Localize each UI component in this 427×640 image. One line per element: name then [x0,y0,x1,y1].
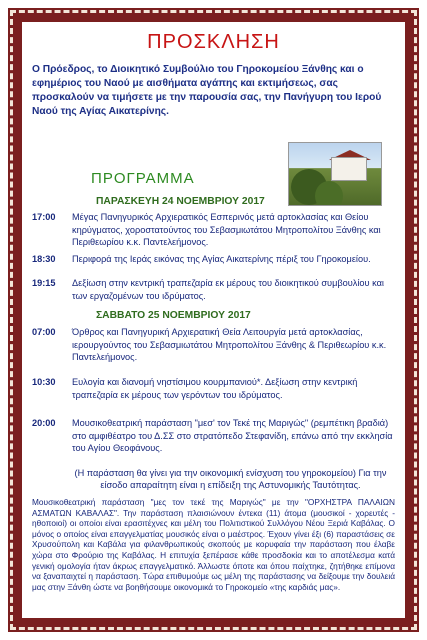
program-title: ΠΡΟΓΡΑΜΜΑ [91,170,195,187]
program-time: 20:00 [32,418,56,428]
program-text: Περιφορά της Ιεράς εικόνας της Αγίας Αικατερίνης πέριξ του Γηροκομείου. [72,254,371,264]
program-text: Ευλογία και διανομή νηστίσιμου κουρμπανιού*. Δεξίωση στην κεντρική τραπεζαρία εκ μέρους των γερόντων του ιδρύματος. [72,377,358,400]
program-time: 17:00 [32,212,56,222]
footer-description: Μουσικοθεατρική παράσταση "μες τον τεκέ της Μαριγώς" με την "ΟΡΧΗΣΤΡΑ ΠΑΛΑΙΩΝ ΑΣΜΑΤΩΝ ΚΑΒΑΛΑΣ". Την παράσταση πλαισιώνουν έντεκα (11) άτομα (μουσικοί - χορευτές - ηθοποιοί) οι οποίοι είναι ερασιτέχνες και μέλη του Πολιτιστικού Συλλόγου Νέου Ξεριά Καβάλας. Ο μόνος ο οποίος είναι επαγγελματίας μουσικός είναι ο μαέστρος. Έχουν γίνει έξι (6) παραστάσεις σε Χρυσούπολη και Καβάλα για φιλανθρωπικούς σκοπούς με κορυφαία την παράσταση που έλαβε χώρα στο Φρούριο της Καβάλας. Η επιτυχία ξεπέρασε κάθε προσδοκία και το αποτέλεσμα κατά γενική ομολογία ήταν άκρως επαγγελματικό. Άλλωστε όποτε και όπου παίχτηκε, ζητήθηκε επίμονα να ξαναπαιχτεί η παράσταση. Τώρα επιθυμούμε ως μέλη της παράστασης να δείξουμε την δουλειά μας στην Ξάνθη ώστε να βοηθήσουμε οικονομικά το Γηροκομείο «της καρδιάς μας». [32,497,395,592]
program-text: Δεξίωση στην κεντρική τραπεζαρία εκ μέρους του διοικητικού συμβουλίου και των εργαζομένων του ιδρύματος. [72,278,384,301]
invitation-intro: Ο Πρόεδρος, το Διοικητικό Συμβούλιο του Γηροκομείου Ξάνθης και ο εφημέριος του Ναού με αισθήματα αγάπης και εκτιμήσεως, σας προσκαλούν να τιμήσετε με την παρουσία σας, την Πανήγυρη του Ιερού Ναού της Αγίας Αικατερίνης. [32,64,382,117]
program-time: 07:00 [32,327,56,337]
program-text: Όρθρος και Πανηγυρική Αρχιερατική Θεία Λειτουργία μετά αρτοκλασίας, ιερουργούντος του Σεβασμιωτάτου Μητροπολίτου Ξάνθης & Περιθεωρίου κ.κ. Παντελεήμονος. [72,327,387,362]
program-time: 19:15 [32,278,56,288]
invitation-content [26,25,401,615]
day2-heading: ΣΑΒΒΑΤΟ 25 ΝΟΕΜΒΡΙΟΥ 2017 [96,310,251,321]
tree-shape [315,181,343,206]
invitation-title: ΠΡΟΣΚΛΗΣΗ [147,31,280,53]
program-time: 10:30 [32,377,56,387]
church-photo [288,142,382,206]
program-text: Μέγας Πανηγυρικός Αρχιερατικός Εσπερινός μετά αρτοκλασίας και Θείου κηρύγματος, χοροστατούντος του Σεβασμιωτάτου Μητροπολίτου Ξάνθης και Περιθεωρίου κ.κ. Παντελεήμονος. [72,212,381,247]
program-text: Μουσικοθεατρική παράσταση "μεσ' τον Τεκέ της Μαριγώς" (ρεμπέτικη βραδιά) στο αμφιθέατρο του Δ.ΣΣ στο στρατόπεδο Στεφανίδη, επάνω από την εκκλησία του Αγίου Θεοφάνους. [72,418,393,453]
day1-heading: ΠΑΡΑΣΚΕΥΗ 24 ΝΟΕΜΒΡΙΟΥ 2017 [96,196,265,207]
church-building-shape [331,157,367,181]
program-time: 18:30 [32,254,56,264]
performance-note: (Η παράσταση θα γίνει για την οικονομική ενίσχυση του γηροκομείου) Για την είσοδο απαραίτητη είναι η επίδειξη της Αστυνομικής Ταυτότητας. [74,468,387,490]
decorative-border [8,8,419,632]
